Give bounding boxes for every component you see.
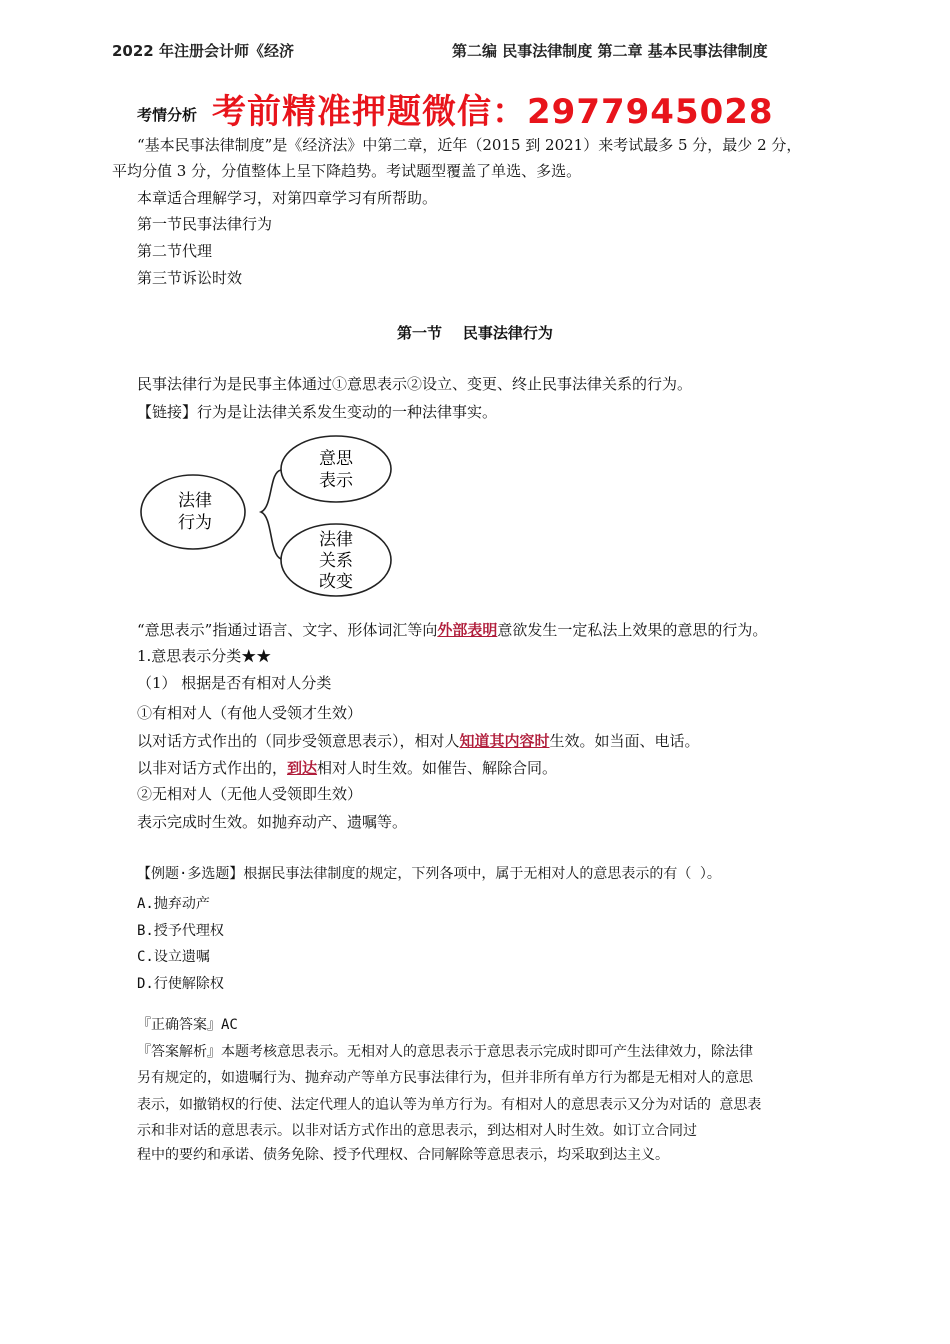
section-heading: 第一节 民事法律行为	[397, 324, 553, 342]
promo-banner: 考前精准押题微信：2977945028	[212, 92, 774, 132]
diagram-text: 行为	[178, 513, 212, 533]
classification-desc: 表示完成时生效。如抛弃动产、遗嘱等。	[137, 813, 408, 831]
diagram-brace	[261, 470, 281, 559]
link-note: 【链接】行为是让法律关系发生变动的一种法律事实。	[137, 403, 498, 421]
toc-item: 第三节诉讼时效	[137, 269, 243, 287]
definition: 民事法律行为是民事主体通过①意思表示②设立、变更、终止民事法律关系的行为。	[137, 375, 693, 393]
diagram-node-legal-act	[141, 475, 245, 549]
header-left: 2022 年注册会计师《经济	[112, 42, 294, 60]
analysis-line: 另有规定的，如遗嘱行为、抛弃动产等单方民事法律行为，但并非所有单方行为都是无相对人的意思	[137, 1070, 753, 1086]
analysis-line: 表示，如撤销权的行使、法定代理人的追认等为单方行为。有相对人的意思表示又分为对话的 意思表	[137, 1097, 762, 1113]
example-option: C.设立遗嘱	[137, 949, 210, 965]
diagram-text: 关系	[319, 551, 353, 571]
classification-item: ①有相对人（有他人受领才生效）	[137, 704, 363, 722]
concept-diagram	[135, 432, 405, 602]
example-question: 【例题·多选题】根据民事法律制度的规定，下列各项中，属于无相对人的意思表示的有（ ）。	[137, 866, 721, 882]
intro-line-3: 本章适合理解学习，对第四章学习有所帮助。	[137, 189, 438, 207]
analysis-line: 示和非对话的意思表示。以非对话方式作出的意思表示，到达相对人时生效。如订立合同过	[137, 1123, 697, 1139]
highlight-term: 外部表明	[437, 621, 498, 639]
answer: 『正确答案』AC	[137, 1017, 238, 1033]
classification-sub: （1） 根据是否有相对人分类	[137, 674, 332, 692]
example-option: D.行使解除权	[137, 976, 224, 992]
header-right: 第二编 民事法律制度 第二章 基本民事法律制度	[452, 42, 768, 60]
example-option: A.抛弃动产	[137, 896, 210, 912]
toc-item: 第二节代理	[137, 242, 213, 260]
example-option: B.授予代理权	[137, 923, 224, 939]
intent-definition: “意思表示”指通过语言、文字、形体词汇等向外部表明意欲发生一定私法上效果的意思的行为。	[137, 621, 768, 639]
dialog-rule: 以对话方式作出的（同步受领意思表示），相对人知道其内容时生效。如当面、电话。	[137, 732, 700, 750]
analysis-line: 程中的要约和承诺、债务免除、授予代理权、合同解除等意思表示，均采取到达主义。	[137, 1147, 669, 1163]
diagram-node-intent	[281, 436, 391, 502]
classification-item: ②无相对人（无他人受领即生效）	[137, 785, 363, 803]
diagram-text: 法律	[178, 491, 212, 511]
highlight-term: 知道其内容时	[459, 732, 550, 750]
classification-heading: 1.意思表示分类★★	[137, 647, 272, 665]
diagram-text: 法律	[319, 530, 353, 550]
intro-line-2: 平均分值 3 分，分值整体上呈下降趋势。考试题型覆盖了单选、多选。	[112, 162, 582, 180]
section-label: 考情分析	[137, 106, 198, 124]
highlight-term: 到达	[287, 759, 318, 777]
diagram-text: 改变	[319, 572, 353, 592]
diagram-text: 表示	[319, 471, 353, 491]
diagram-text: 意思	[319, 449, 353, 469]
nondialog-rule: 以非对话方式作出的，到达相对人时生效。如催告、解除合同。	[137, 759, 558, 777]
analysis-line: 『答案解析』本题考核意思表示。无相对人的意思表示于意思表示完成时即可产生法律效力，除法律	[137, 1044, 753, 1060]
toc-item: 第一节民事法律行为	[137, 215, 273, 233]
intro-line-1: “基本民事法律制度”是《经济法》中第二章，近年（2015 到 2021）来考试最多 5 分，最少 2 分，	[137, 136, 802, 154]
